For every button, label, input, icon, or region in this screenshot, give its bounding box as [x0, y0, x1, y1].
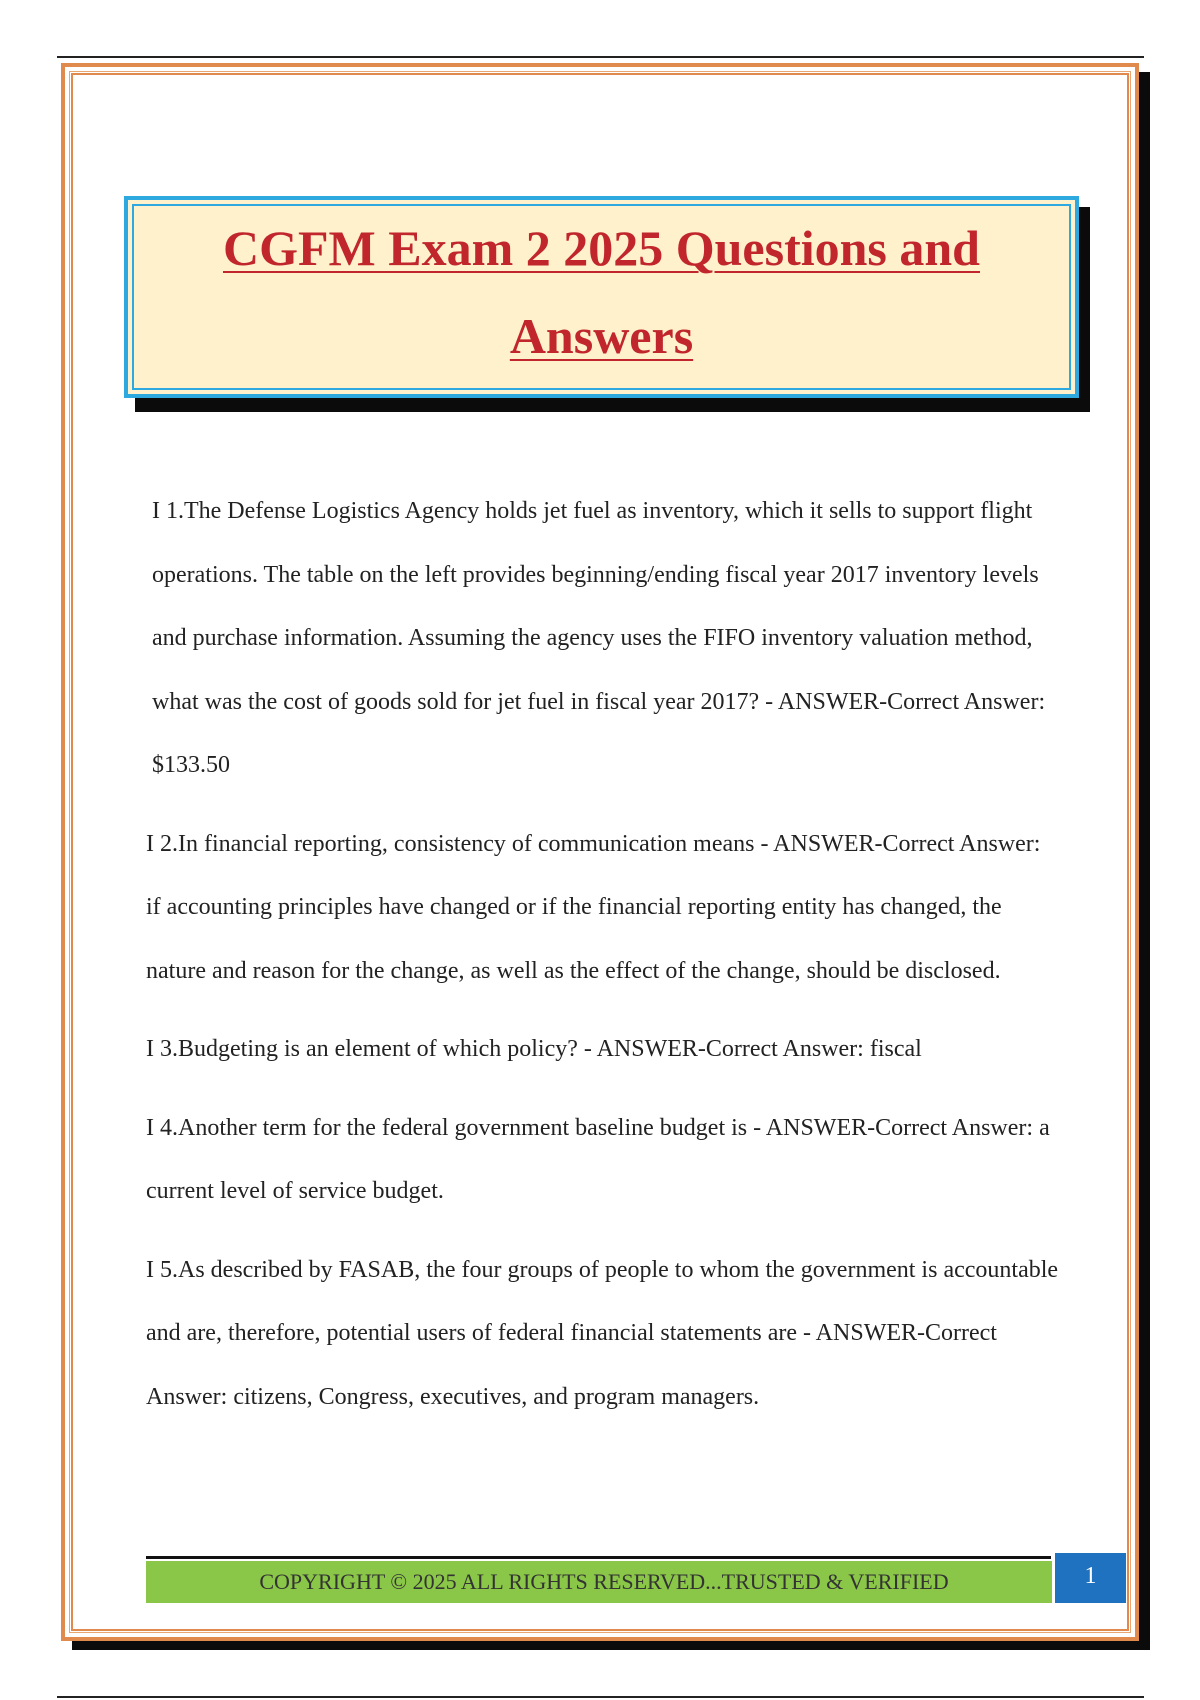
question-item-1: I 1.The Defense Logistics Agency holds jet fuel as inventory, which it sells to support flight operations. The table on the left provides beginning/ending fiscal year 2017 inventory levels and purchase information. Assuming the agency uses the FIFO inventory valuation method, what was the cost of goods sold for jet fuel in fiscal year 2017? - ANSWER-Correct Answer: $133.50 — [152, 498, 1046, 778]
top-rule — [57, 56, 1144, 58]
footer-rule — [146, 1556, 1051, 1559]
question-item-4: I 4.Another term for the federal government baseline budget is - ANSWER-Correct Answer: a current level of service budget. — [146, 1114, 1050, 1204]
question-item-2: I 2.In financial reporting, consistency of communication means - ANSWER-Correct Answer: if accounting principles have changed or if the financial reporting entity has changed, the nature and reason for the change, as well as the effect of the change, should be disclosed. — [146, 830, 1041, 984]
question-list — [146, 480, 1061, 1444]
page-number: 1 — [1055, 1553, 1126, 1603]
copyright-footer: COPYRIGHT © 2025 ALL RIGHTS RESERVED...TRUSTED & VERIFIED — [146, 1561, 1052, 1603]
document-title: CGFM Exam 2 2025 Questions and Answers — [222, 220, 980, 364]
question-item-3: I 3.Budgeting is an element of which policy? - ANSWER-Correct Answer: fiscal — [146, 1036, 922, 1062]
question-item-5: I 5.As described by FASAB, the four groups of people to whom the government is accountable and are, therefore, potential users of federal financial statements are - ANSWER-Correct Answer: citizens, Congress, executives, and program managers. — [146, 1256, 1059, 1410]
bottom-rule — [57, 1696, 1144, 1698]
title-box — [124, 196, 1079, 398]
